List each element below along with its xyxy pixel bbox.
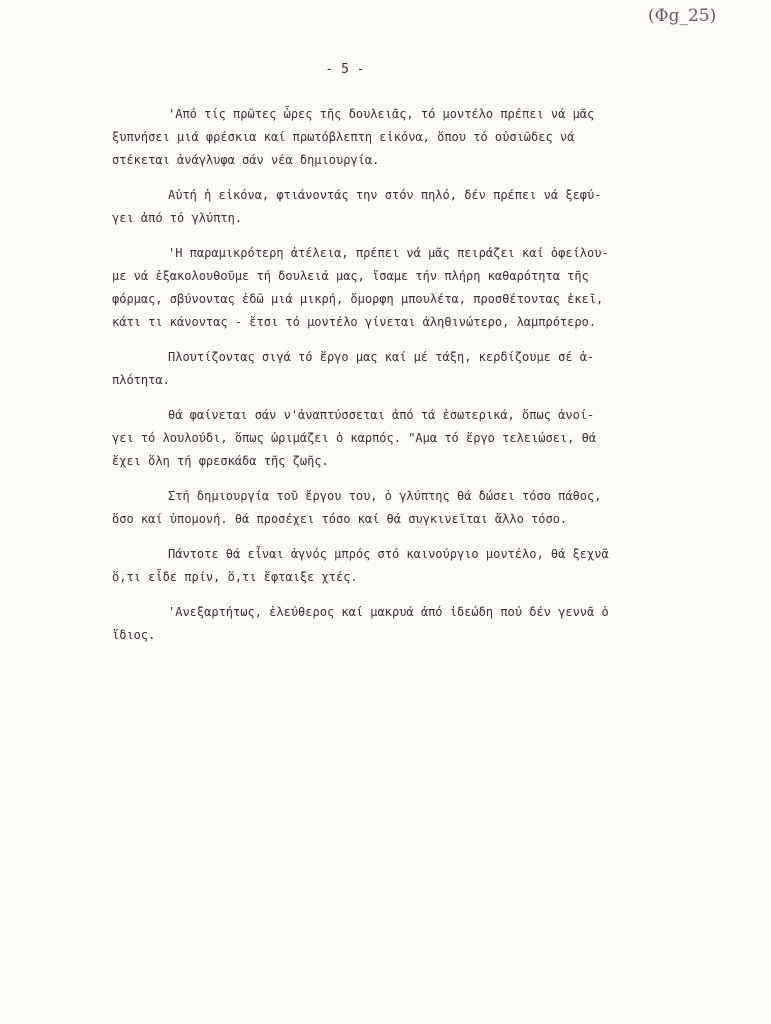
text-line: Αὐτή ἡ εἰκόνα, φτιάνοντάς την στόν πηλό, δέν πρέπει νά ξεφύ- [168,188,602,202]
text-line: Στή δημιουργία τοῦ ἔργου του, ὁ γλύπτης θά δώσει τόσο πάθος, [168,489,602,503]
body-text [112,103,712,659]
text-line: στέκεται ἀνάγλυφα σάν νέα δημιουργία. [112,153,380,167]
paragraph [112,601,712,647]
text-line: ξυπνήσει μιά φρέσκια καί πρωτόβλεπτη εἰκόνα, ὅπου τό οὐσιῶδες νά [112,130,575,144]
text-line: 'Ανεξαρτήτως, ἐλεύθερος καί μακρυά ἀπό ἰδεώδη πού δέν γεννᾶ ὁ [168,605,609,619]
text-line: 'Η παραμικρότερη ἀτέλεια, πρέπει νά μᾶς πειράζει καί ὀφείλου- [168,246,609,260]
handwritten-margin-note: (Φg_25) [648,6,717,26]
text-line: ὅσο καί ὑπομονή. θά προσέχει τόσο καί θά συγκινεῖται ἄλλο τόσο. [112,512,568,526]
text-line: ἔχει ὅλη τή φρεσκάδα τῆς ζωῆς. [112,454,329,468]
text-line: κάτι τι κάνοντας - ἔτσι τό μοντέλο γίνεται ἀληθινώτερο, λαμπρότερο. [112,315,597,329]
text-line: φόρμας, σβύνοντας ἐδῶ μιά μικρή, ὄμορφη μπουλέτα, προσθέτοντας ἐκεῖ, [112,292,604,306]
text-line: ἴδιος. [112,628,156,642]
text-line: γει ἀπό τό γλύπτη. [112,211,243,225]
text-line: Πάντοτε θά εἶναι ἁγνός μπρός στό καινούργιο μοντέλο, θά ξεχνᾶ [168,547,609,561]
text-line: ὅ,τι εἶδε πρίν, ὅ,τι ἔφταιξε χτές. [112,570,358,584]
text-line: πλότητα. [112,373,170,387]
text-line: γει τό λουλούδι, ὅπως ὡριμάζει ὁ καρπός. "Αμα τό ἔργο τελειώσει, θά [112,431,597,445]
text-line: Πλουτίζοντας σιγά τό ἔργο μας καί μέ τάξη, κερδίζουμε σέ ἁ- [168,350,595,364]
paragraph [112,543,712,589]
text-line: θά φαίνεται σάν ν'ἀναπτύσσεται ἀπό τά ἐσωτερικά, ὅπως ἀνοί- [168,408,595,422]
paragraph [112,242,712,334]
text-line: 'Από τίς πρῶτες ὧρες τῆς δουλειᾶς, τό μοντέλο πρέπει νά μᾶς [168,107,595,121]
paragraph [112,103,712,172]
paragraph [112,346,712,392]
page-number: - 5 - [325,62,365,77]
paragraph [112,184,712,230]
paragraph [112,404,712,473]
text-line: με νά ἐξακολουθοῦμε τή δουλειά μας, ἴσαμε τήν πλήρη καθαρότητα τῆς [112,269,589,283]
paragraph [112,485,712,531]
